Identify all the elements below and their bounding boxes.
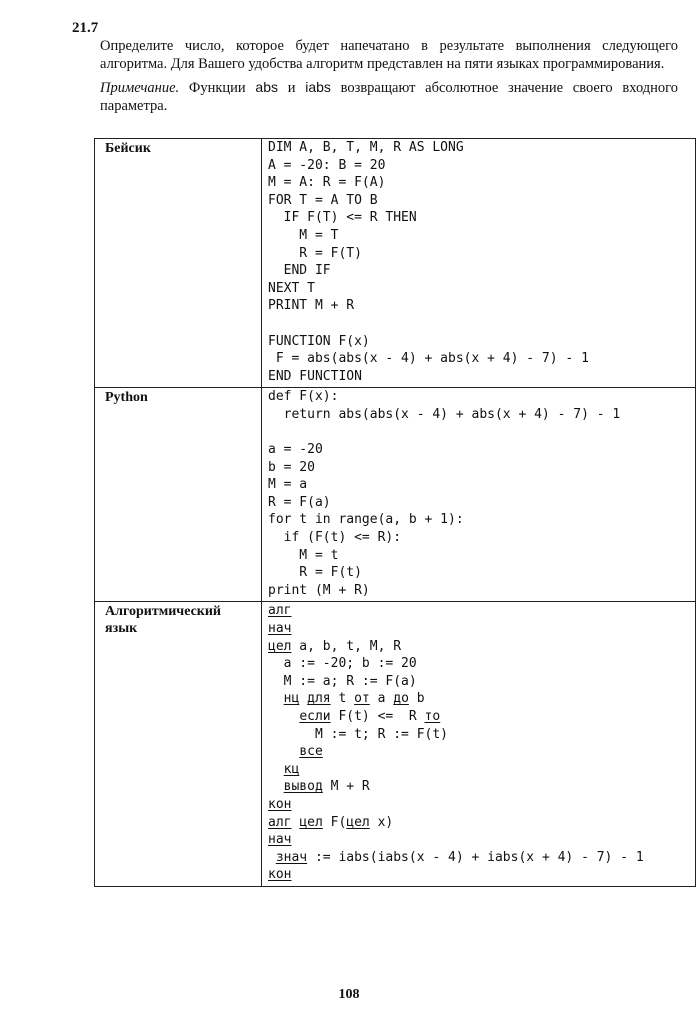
code-keyword: цел — [346, 814, 370, 830]
code-table — [94, 138, 696, 887]
code-keyword: от — [354, 691, 370, 707]
code-text — [268, 691, 284, 706]
code-line: def F(x): — [268, 389, 339, 405]
code-line — [268, 690, 691, 708]
language-row-basic — [95, 139, 696, 388]
page-number: 108 — [338, 987, 360, 1002]
code-keyword: все — [299, 744, 323, 760]
code-keyword: кон — [268, 796, 292, 812]
code-text: a — [369, 691, 394, 707]
code-line: END IF — [268, 263, 331, 279]
code-line — [268, 602, 691, 620]
code-line: M = t — [268, 547, 339, 563]
code-text: t — [330, 691, 355, 707]
code-line: DIM A, B, T, M, R AS LONG — [268, 140, 464, 155]
code-text: F( — [322, 814, 347, 830]
code-text — [268, 709, 299, 724]
language-name: Python — [95, 388, 262, 602]
code-line: return abs(abs(x - 4) + abs(x + 4) - 7) - 1 — [268, 406, 621, 422]
code-keyword: цел — [299, 814, 323, 830]
code-line: A = -20: B = 20 — [268, 157, 386, 173]
code-text — [268, 779, 284, 794]
code-line: M = T — [268, 227, 339, 243]
language-row-algorithmic — [95, 602, 696, 887]
code-text — [268, 762, 284, 777]
code-keyword: знач — [275, 849, 308, 865]
code-line: a = -20 — [268, 442, 323, 458]
code-keyword: если — [299, 709, 331, 724]
code-line — [268, 743, 691, 761]
note-code-iabs: iabs — [305, 79, 331, 95]
code-line: PRINT M + R — [268, 298, 355, 314]
code-line — [268, 424, 691, 442]
problem-intro — [100, 38, 678, 121]
code-line: NEXT T — [268, 280, 315, 296]
code-line — [268, 778, 691, 796]
code-text: a, b, t, M, R — [291, 638, 402, 654]
code-line — [268, 814, 691, 832]
note-text-3: возвращают абсолютное значение своего входного параметра. — [100, 80, 678, 114]
code-line: M = a — [268, 477, 308, 493]
code-line — [268, 849, 691, 867]
code-keyword: алг — [268, 814, 292, 830]
note-text-2: и — [277, 80, 306, 96]
code-line: FUNCTION F(x) — [268, 333, 370, 349]
note-text-1: Функции — [179, 80, 256, 96]
code-text — [268, 744, 299, 759]
code-line — [268, 761, 691, 779]
code-keyword: вывод — [283, 779, 323, 795]
code-line — [268, 796, 691, 814]
code-text: M + R — [322, 779, 370, 795]
code-keyword: то — [424, 709, 441, 724]
problem-number: 21.7 — [72, 20, 99, 36]
code-keyword: нц — [283, 691, 300, 707]
code-keyword: для — [307, 691, 331, 707]
code-line: if (F(t) <= R): — [268, 530, 402, 546]
code-text: := iabs(iabs(x - 4) + iabs(x + 4) - 7) - 1 — [307, 849, 644, 865]
code-line — [268, 708, 691, 726]
code-keyword: нач — [268, 621, 292, 637]
code-text — [299, 691, 307, 706]
code-line — [268, 655, 691, 673]
code-line: IF F(T) <= R THEN — [268, 210, 417, 226]
code-line: b = 20 — [268, 459, 315, 475]
code-line: R = F(a) — [268, 494, 331, 510]
code-keyword: алг — [268, 603, 292, 619]
note-label: Примечание. — [100, 80, 180, 96]
code-line: END FUNCTION — [268, 368, 362, 384]
code-line: for t in range(a, b + 1): — [268, 512, 464, 528]
code-line — [268, 638, 691, 656]
language-name: Алгоритмический язык — [95, 602, 262, 887]
code-line — [268, 620, 691, 638]
code-line: M = A: R = F(A) — [268, 175, 386, 191]
code-line — [268, 726, 691, 744]
code-keyword: цел — [268, 638, 292, 654]
code-line: R = F(T) — [268, 245, 362, 261]
code-block — [262, 602, 696, 887]
code-text: M := t; R := F(t) — [268, 726, 449, 742]
code-line: R = F(t) — [268, 565, 362, 581]
code-text — [268, 850, 276, 865]
code-keyword: до — [393, 691, 409, 707]
code-line: F = abs(abs(x - 4) + abs(x + 4) - 7) - 1 — [268, 351, 589, 367]
code-line: FOR T = A TO B — [268, 192, 378, 208]
code-line — [268, 831, 691, 849]
code-text: a := -20; b := 20 — [268, 656, 417, 672]
language-name: Бейсик — [95, 139, 262, 388]
code-line — [268, 315, 691, 333]
code-text: M := a; R := F(a) — [268, 673, 417, 689]
code-line — [268, 673, 691, 691]
note-code-abs: abs — [255, 79, 278, 95]
code-text: x) — [369, 814, 394, 830]
code-keyword: кон — [268, 867, 292, 883]
code-line — [268, 866, 691, 884]
code-keyword: кц — [283, 761, 300, 777]
code-block — [262, 388, 696, 602]
code-keyword: нач — [268, 832, 292, 848]
code-text: b — [408, 691, 425, 707]
language-row-python — [95, 388, 696, 602]
problem-statement: Определите число, которое будет напечатано в результате выполнения следующего алгоритма. Для Вашего удобства алгоритм представлен на пяти языках программирования. — [100, 38, 678, 72]
code-line: print (M + R) — [268, 582, 370, 598]
code-block — [262, 139, 696, 388]
problem-note — [100, 79, 678, 115]
code-text: F(t) <= R — [330, 709, 425, 724]
